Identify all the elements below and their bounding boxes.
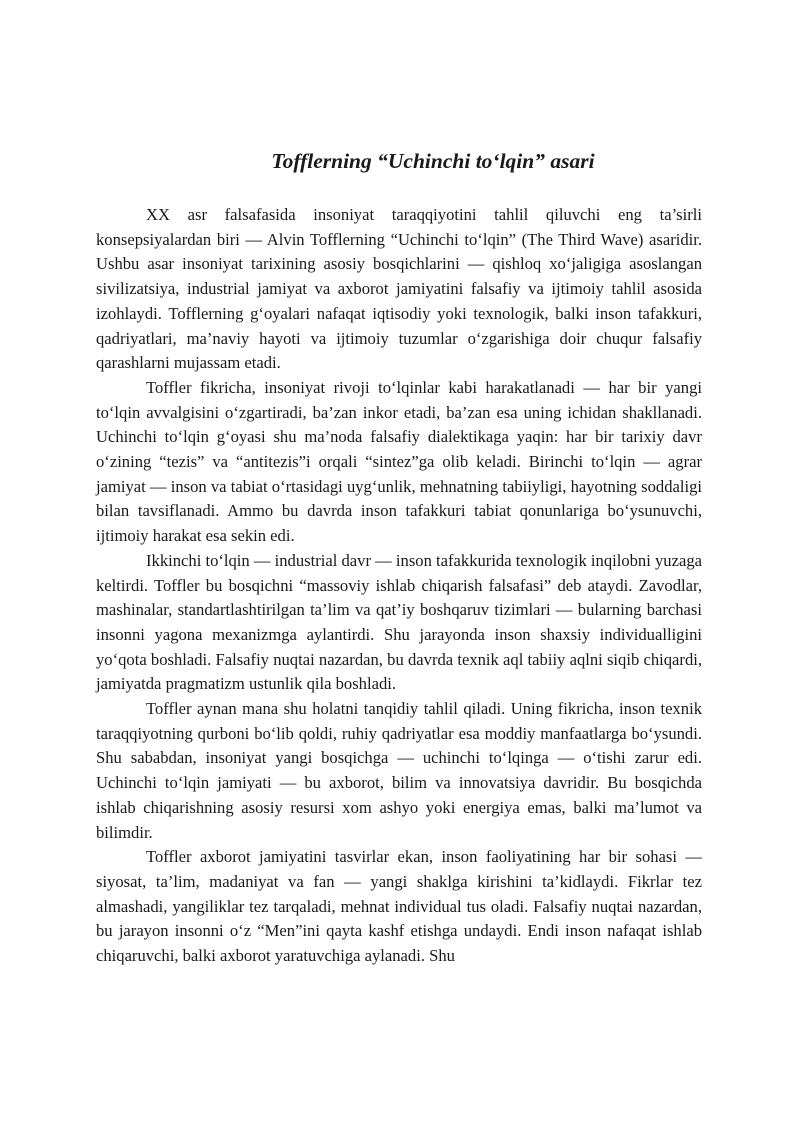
- document-body: [96, 203, 702, 969]
- paragraph-5: Toffler axborot jamiyatini tasvirlar ekan, inson faoliyatining har bir sohasi — siyosat, ta’lim, madaniyat va fan — yangi shaklga kirishini ta’kidlaydi. Fikrlar tez almashadi, yangiliklar tez tarqaladi, mehnat individual tus oladi. Falsafiy nuqtai nazardan, bu jarayon insonni o‘z “Men”ini qayta kashf etishga undaydi. Endi inson nafaqat ishlab chiqaruvchi, balki axborot yaratuvchiga aylanadi. Shu: [96, 847, 702, 966]
- page-title: Tofflerning “Uchinchi to‘lqin” asari: [271, 149, 595, 173]
- paragraph-3: Ikkinchi to‘lqin — industrial davr — inson tafakkurida texnologik inqilobni yuzaga keltirdi. Toffler bu bosqichni “massoviy ishlab chiqarish falsafasi” deb ataydi. Zavodlar, mashinalar, standartlashtirilgan ta’lim va qat’iy boshqaruv tizimlari — bularning barchasi insonni yagona mexanizmga aylantirdi. Shu jarayonda inson shaxsiy individualligini yo‘qota boshladi. Falsafiy nuqtai nazardan, bu davrda texnik aql tabiiy aqlni siqib chiqardi, jamiyatda pragmatizm ustunlik qila boshladi.: [96, 550, 702, 694]
- paragraph-2: Toffler fikricha, insoniyat rivoji to‘lqinlar kabi harakatlanadi — har bir yangi to‘lqin avvalgisini o‘zgartiradi, ba’zan inkor etadi, ba’zan esa uning ichidan shakllanadi. Uchinchi to‘lqin g‘oyasi shu ma’noda falsafiy dialektikaga yaqin: har bir tarixiy davr o‘zining “tezis” va “antitezis”i orqali “sintez”ga olib keladi. Birinchi to‘lqin — agrar jamiyat — inson va tabiat o‘rtasidagi uyg‘unlik, mehnatning tabiiyligi, hayotning soddaligi bilan tavsiflanadi. Ammo bu davrda inson tafakkuri tabiat qonunlariga bo‘ysunuvchi, ijtimoiy harakat esa sekin edi.: [96, 377, 702, 546]
- paragraph-1: XX asr falsafasida insoniyat taraqqiyotini tahlil qiluvchi eng ta’sirli konsepsiyalardan biri — Alvin Tofflerning “Uchinchi to‘lqin” (The Third Wave) asaridir. Ushbu asar insoniyat tarixining asosiy bosqichlarini — qishloq xo‘jaligiga asoslangan sivilizatsiya, industrial jamiyat va axborot jamiyatini falsafiy va ijtimoiy tahlil asosida izohlaydi. Tofflerning g‘oyalari nafaqat iqtisodiy yoki texnologik, balki inson tafakkuri, qadriyatlari, ma’naviy hayoti va ijtimoiy tuzumlar o‘zgarishiga doir chuqur falsafiy qarashlarni mujassam etadi.: [96, 205, 702, 373]
- paragraph-4: Toffler aynan mana shu holatni tanqidiy tahlil qiladi. Uning fikricha, inson texnik taraqqiyotning qurboni bo‘lib qoldi, ruhiy qadriyatlar esa moddiy manfaatlarga bo‘ysundi. Shu sababdan, insoniyat yangi bosqichga — uchinchi to‘lqinga — o‘tishi zarur edi. Uchinchi to‘lqin jamiyati — bu axborot, bilim va innovatsiya davridir. Bu bosqichda ishlab chiqarishning asosiy resursi xom ashyo yoki energiya emas, balki ma’lumot va bilimdir.: [96, 699, 702, 842]
